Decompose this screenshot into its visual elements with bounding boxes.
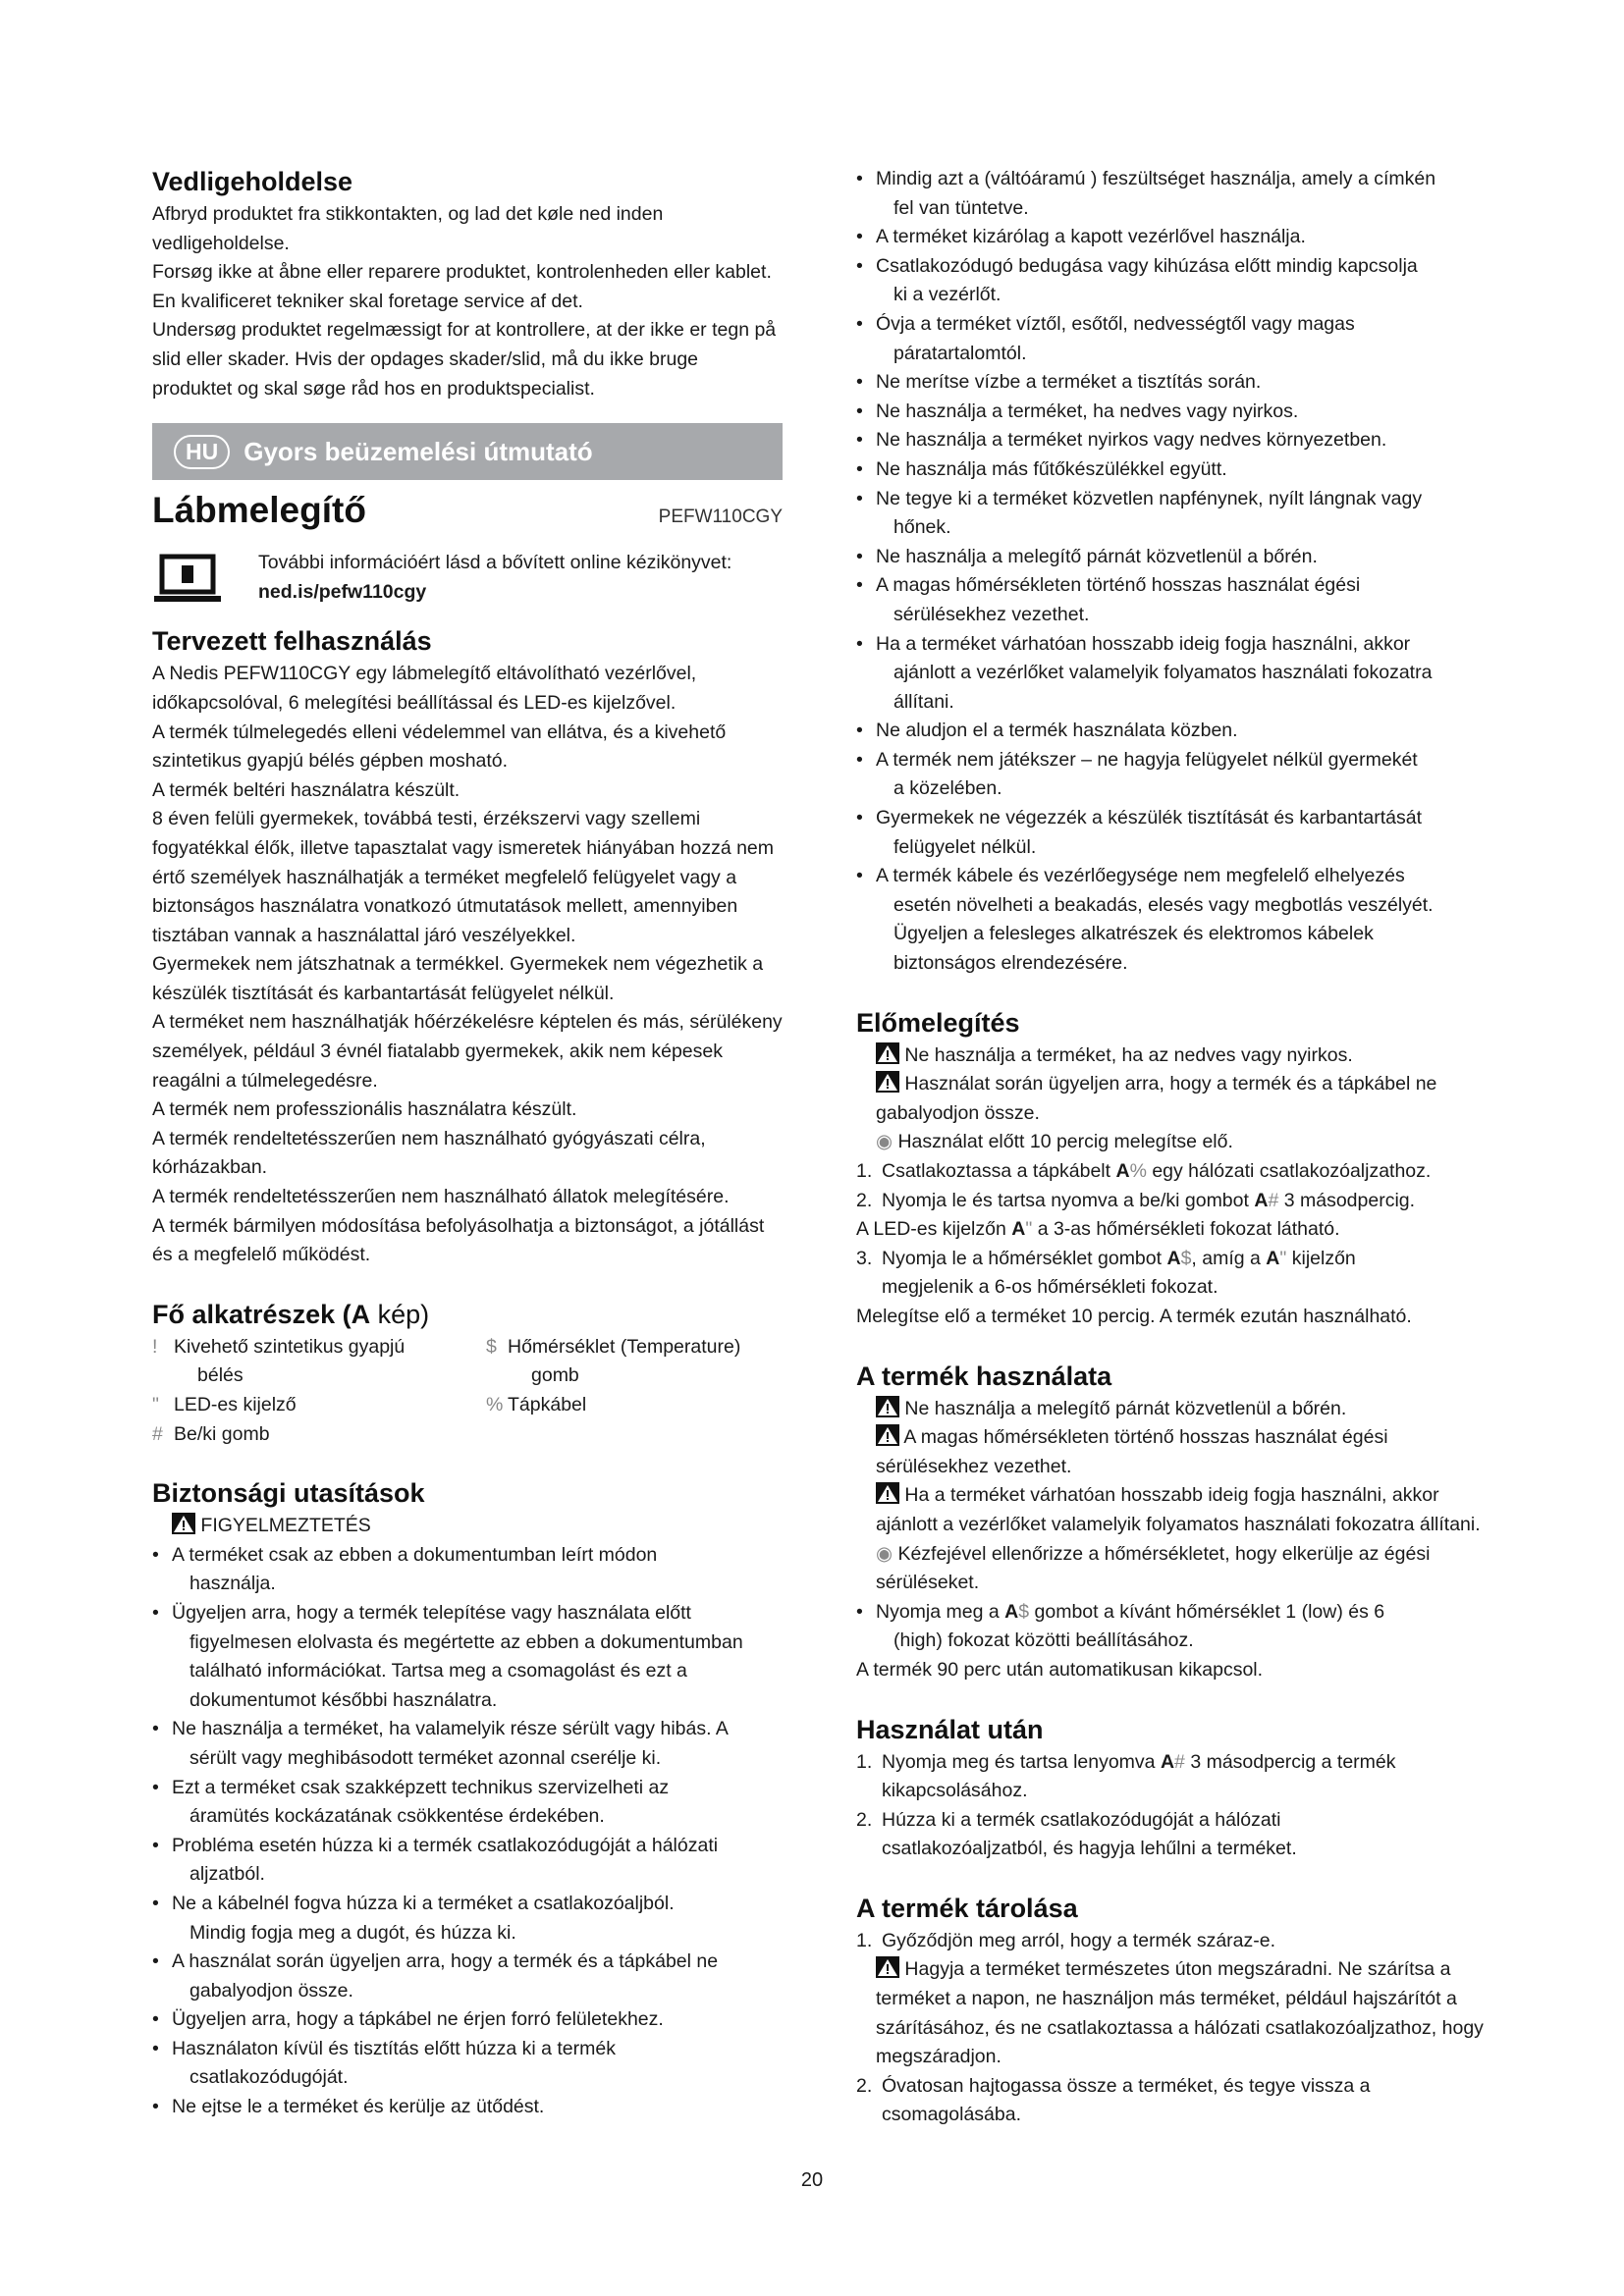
- list-item: • Ne tegye ki a terméket közvetlen napfénynek, nyílt lángnak vagy hőnek.: [856, 485, 1485, 543]
- list-item: • Ezt a terméket csak szakképzett technikus szervizelheti az áramütés kockázatának csökkentése érdekében.: [152, 1774, 783, 1832]
- list-item: • Gyermekek ne végezzék a készülék tisztítását és karbantartását felügyelet nélkül.: [856, 804, 1485, 862]
- paragraph: A termék 90 perc után automatikusan kikapcsol.: [856, 1658, 1264, 1681]
- section-title-intended-use: Tervezett felhasználás: [152, 626, 432, 657]
- preheat-steps-2: [856, 1245, 1485, 1303]
- note-line: ◉ Kézfejével ellenőrizze a hőmérsékletet, hogy elkerülje az égési sérüléseket.: [876, 1542, 1431, 1594]
- warning-line: Ha a terméket várhatóan hosszabb ideig fogja használni, akkor ajánlott a vezérlőket valamelyik folyamatos használati fokozatra állítani.: [876, 1484, 1481, 1535]
- warning-icon: [876, 1071, 899, 1093]
- part-label: Tápkábel: [508, 1394, 587, 1415]
- list-item: • A termék kábele és vezérlőegysége nem megfelelő elhelyezés esetén növelheti a beakadás, elesés vagy megbotlás veszélyét. Ügyeljen a felesleges alkatrészek és elektromos kábelek biztonságos elrendezésére.: [856, 862, 1485, 978]
- list-item: • Ne ejtse le a terméket és kerülje az ütődést.: [152, 2093, 783, 2122]
- part-label: Be/ki gomb: [174, 1422, 270, 1445]
- note-line: ◉ Használat előtt 10 percig melegítse elő.: [876, 1131, 1233, 1153]
- list-item: • Ügyeljen arra, hogy a tápkábel ne érjen forró felületekhez.: [152, 2005, 783, 2035]
- paragraph: A Nedis PEFW110CGY egy lábmelegítő eltávolítható vezérlővel, időkapcsolóval, 6 melegítési beállítással és LED-es kijelzővel.: [152, 663, 697, 714]
- step-item: 2. Óvatosan hajtogassa össze a terméket, és tegye vissza a csomagolásába.: [856, 2074, 1371, 2126]
- paragraph: Afbryd produktet fra stikkontakten, og lad det køle ned inden vedligeholdelse.: [152, 203, 664, 254]
- paragraph: Gyermekek nem játszhatnak a termékkel. Gyermekek nem végezhetik a készülék tisztítását és karbantartását felügyelet nélkül.: [152, 953, 764, 1004]
- paragraph: A terméket nem használhatják hőérzékelésre képtelen és más, sérülékeny személyek, például 3 évnél fiatalabb gyermekek, akik nem képesek reagálni a túlmelegedésre.: [152, 1011, 783, 1092]
- step-item: 2. Húzza ki a termék csatlakozódugóját a hálózati csatlakozóaljzatból, és hagyja lehűlni a terméket.: [856, 1808, 1297, 1860]
- list-item: • Ne merítse vízbe a terméket a tisztítás során.: [856, 368, 1485, 398]
- part-sub: bélés: [197, 1364, 244, 1387]
- list-item: • Csatlakozódugó bedugása vagy kihúzása előtt mindig kapcsolja ki a vezérlőt.: [856, 252, 1485, 310]
- list-item: • Ne használja a melegítő párnát közvetlenül a bőrén.: [856, 543, 1485, 572]
- paragraph: 8 éven felüli gyermekek, továbbá testi, érzékszervi vagy szellemi fogyatékkal élők, illetve tapasztalat vagy ismeretek hiányában hozzá nem értő személyek használhatják a terméket megfelelő felügyelet vagy a biztonságos használatra vonatkozó útmutatások mellett, amennyiben tisztában vannak a használattal járó veszélyekkel.: [152, 808, 775, 946]
- list-item: • Probléma esetén húzza ki a termék csatlakozódugóját a hálózati aljzatból.: [152, 1832, 783, 1890]
- list-item: • Ha a terméket várhatóan hosszabb ideig fogja használni, akkor ajánlott a vezérlőket valamelyik folyamatos használati fokozatra állítani.: [856, 630, 1485, 718]
- part-key: ": [152, 1394, 159, 1415]
- part-label: Kivehető szintetikus gyapjú: [174, 1335, 406, 1358]
- list-item: • A terméket csak az ebben a dokumentumban leírt módon használja.: [152, 1541, 783, 1599]
- warning-label: [152, 1512, 783, 1541]
- section-title-usage: A termék használata: [856, 1361, 1112, 1391]
- list-item: • A magas hőmérsékleten történő hosszas használat égési sérülésekhez vezethet.: [856, 571, 1485, 629]
- list-item: • Nyomja meg a A$ gombot a kívánt hőmérséklet 1 (low) és 6 (high) fokozat közötti beállításához.: [856, 1598, 1485, 1656]
- step-item: 3. Nyomja le a hőmérséklet gombot A$, amíg a A" kijelzőn megjelenik a 6-os hőmérsékleti fokozat.: [856, 1247, 1356, 1299]
- storage-steps: [856, 1927, 1485, 1956]
- laptop-info-icon: [152, 553, 223, 606]
- part-item: [152, 1420, 486, 1450]
- step-item: 2. Nyomja le és tartsa nyomva a be/ki gombot A# 3 másodpercig.: [856, 1189, 1416, 1211]
- warning-icon: [876, 1042, 899, 1064]
- paragraph: Undersøg produktet regelmæssigt for at kontrollere, at der ikke er tegn på slid eller skader. Hvis der opdages skader/slid, må du ikke bruge produktet og skal søge råd hos en produktspecialist.: [152, 319, 777, 400]
- list-item: • Ne használja a terméket nyirkos vagy nedves környezetben.: [856, 426, 1485, 455]
- paragraph: A termék beltéri használatra készült.: [152, 778, 460, 801]
- list-item: • Ne használja a terméket, ha valamelyik része sérült vagy hibás. A sérült vagy meghibásodott terméket azonnal cserélje ki.: [152, 1715, 783, 1773]
- info-text: További információért lásd a bővített online kézikönyvet:: [258, 552, 732, 574]
- part-key: $: [486, 1335, 497, 1358]
- list-item: • Használaton kívül és tisztítás előtt húzza ki a termék csatlakozódugóját.: [152, 2035, 783, 2093]
- title-part: kép): [370, 1299, 430, 1329]
- warning-line: A magas hőmérsékleten történő hosszas használat égési sérülésekhez vezethet.: [876, 1426, 1388, 1477]
- list-item: • A használat során ügyeljen arra, hogy a termék és a tápkábel ne gabalyodjon össze.: [152, 1948, 783, 2005]
- part-item: [486, 1391, 781, 1420]
- product-code: PEFW110CGY: [658, 507, 783, 528]
- part-item: [486, 1333, 781, 1391]
- list-item: • A termék nem játékszer – ne hagyja felügyelet nélkül gyermekét a közelében.: [856, 746, 1485, 804]
- warning-line: Ne használja a melegítő párnát közvetlenül a bőrén.: [856, 1395, 1485, 1424]
- safety-list: [152, 1541, 783, 2122]
- banner-title: Gyors beüzemelési útmutató: [244, 436, 593, 466]
- note-icon: ◉: [876, 1542, 893, 1565]
- part-label: Hőmérséklet (Temperature): [508, 1335, 741, 1358]
- language-badge: HU: [174, 435, 230, 469]
- paragraph: A termék nem professzionális használatra készült.: [152, 1098, 577, 1121]
- list-item: • Mindig azt a (váltóáramú ) feszültséget használja, amely a címkén fel van tüntetve.: [856, 165, 1485, 223]
- left-column: [152, 165, 783, 2122]
- warning-icon: [876, 1424, 899, 1446]
- preheat-steps: [856, 1157, 1485, 1215]
- paragraph: Melegítse elő a terméket 10 percig. A termék ezután használható.: [856, 1305, 1412, 1327]
- section-title-storage: A termék tárolása: [856, 1893, 1078, 1923]
- led-line: A LED-es kijelzőn A" a 3-as hőmérsékleti fokozat látható.: [856, 1218, 1340, 1241]
- info-row: [152, 549, 783, 607]
- warning-line: Hagyja a terméket természetes úton megszáradni. Ne szárítsa a terméket a napon, ne használjon más terméket, például hajszárítót a szárításához, és ne csatlakoztassa a hálózati csatlakozóaljzathoz, hogy megszáradjon.: [876, 1958, 1484, 2068]
- section-title-vedligeholdelse: Vedligeholdelse: [152, 167, 353, 196]
- warning-text: FIGYELMEZTETÉS: [200, 1515, 371, 1537]
- right-column: [856, 165, 1485, 2130]
- paragraph: Forsøg ikke at åbne eller reparere produktet, kontrolenheden eller kablet. En kvalificeret tekniker skal foretage service af det.: [152, 261, 772, 312]
- paragraph: A termék rendeltetésszerűen nem használható gyógyászati célra, kórházakban.: [152, 1127, 706, 1179]
- paragraph: A termék túlmelegedés elleni védelemmel van ellátva, és a kivehető szintetikus gyapjú bélés gépben mosható.: [152, 721, 727, 773]
- section-title-preheat: Előmelegítés: [856, 1007, 1020, 1038]
- section-title-safety: Biztonsági utasítások: [152, 1478, 425, 1509]
- part-sub: gomb: [531, 1364, 579, 1387]
- part-label: LED-es kijelző: [174, 1394, 297, 1415]
- product-header: [152, 490, 783, 531]
- language-banner: [152, 423, 783, 480]
- list-item: • Ne aludjon el a termék használata közben.: [856, 717, 1485, 746]
- title-part: Fő alkatrészek (: [152, 1299, 352, 1329]
- after-steps: [856, 1748, 1485, 1864]
- warning-line: Használat során ügyeljen arra, hogy a termék és a tápkábel ne gabalyodjon össze.: [876, 1073, 1437, 1124]
- list-item: • Ne a kábelnél fogva húzza ki a terméket a csatlakozóaljból. Mindig fogja meg a dugót, és húzza ki.: [152, 1890, 783, 1948]
- part-key: !: [152, 1335, 158, 1358]
- step-item: 1. Nyomja meg és tartsa lenyomva A# 3 másodpercig a termék kikapcsolásához.: [856, 1750, 1396, 1802]
- part-item: [152, 1333, 486, 1391]
- page-number: 20: [800, 2169, 824, 2191]
- part-item: [152, 1391, 486, 1420]
- list-item: • Ne használja más fűtőkészülékkel együtt.: [856, 455, 1485, 485]
- parts-list: [152, 1333, 783, 1449]
- warning-icon: [172, 1513, 195, 1534]
- safety-list-continued: [856, 165, 1485, 979]
- warning-line: Ne használja a terméket, ha az nedves vagy nyirkos.: [856, 1041, 1485, 1071]
- note-icon: ◉: [876, 1131, 893, 1153]
- section-title-after-use: Használat után: [856, 1714, 1044, 1744]
- step-item: 1. Csatlakoztassa a tápkábelt A% egy hálózati csatlakozóaljzathoz.: [856, 1160, 1432, 1182]
- info-link[interactable]: ned.is/pefw110cgy: [258, 580, 427, 603]
- paragraph: A termék rendeltetésszerűen nem használható állatok melegítésére.: [152, 1186, 730, 1208]
- paragraph: A termék bármilyen módosítása befolyásolhatja a biztonságot, a jótállást és a megfelelő működést.: [152, 1214, 765, 1266]
- warning-icon: [876, 1482, 899, 1504]
- list-item: • Ügyeljen arra, hogy a termék telepítése vagy használata előtt figyelmesen elolvasta és megértette az ebben a dokumentumban található információkat. Tartsa meg a csomagolást és ezt a dokumentumot későbbi használatra.: [152, 1599, 783, 1715]
- list-item: • Ne használja a terméket, ha nedves vagy nyirkos.: [856, 398, 1485, 427]
- step-item: 1. Győződjön meg arról, hogy a termék száraz-e.: [856, 1929, 1276, 1951]
- title-part: A: [351, 1299, 371, 1329]
- product-name: Lábmelegítő: [152, 490, 366, 531]
- warning-icon: [876, 1396, 899, 1417]
- part-key: %: [486, 1394, 504, 1415]
- section-title-main-parts: [152, 1298, 783, 1331]
- warning-icon: [876, 1956, 899, 1978]
- list-item: • Óvja a terméket víztől, esőtől, nedvességtől vagy magas páratartalomtól.: [856, 310, 1485, 368]
- storage-steps-2: [856, 2072, 1485, 2130]
- list-item: • A terméket kizárólag a kapott vezérlővel használja.: [856, 223, 1485, 252]
- part-key: #: [152, 1422, 163, 1445]
- usage-list: [856, 1598, 1485, 1656]
